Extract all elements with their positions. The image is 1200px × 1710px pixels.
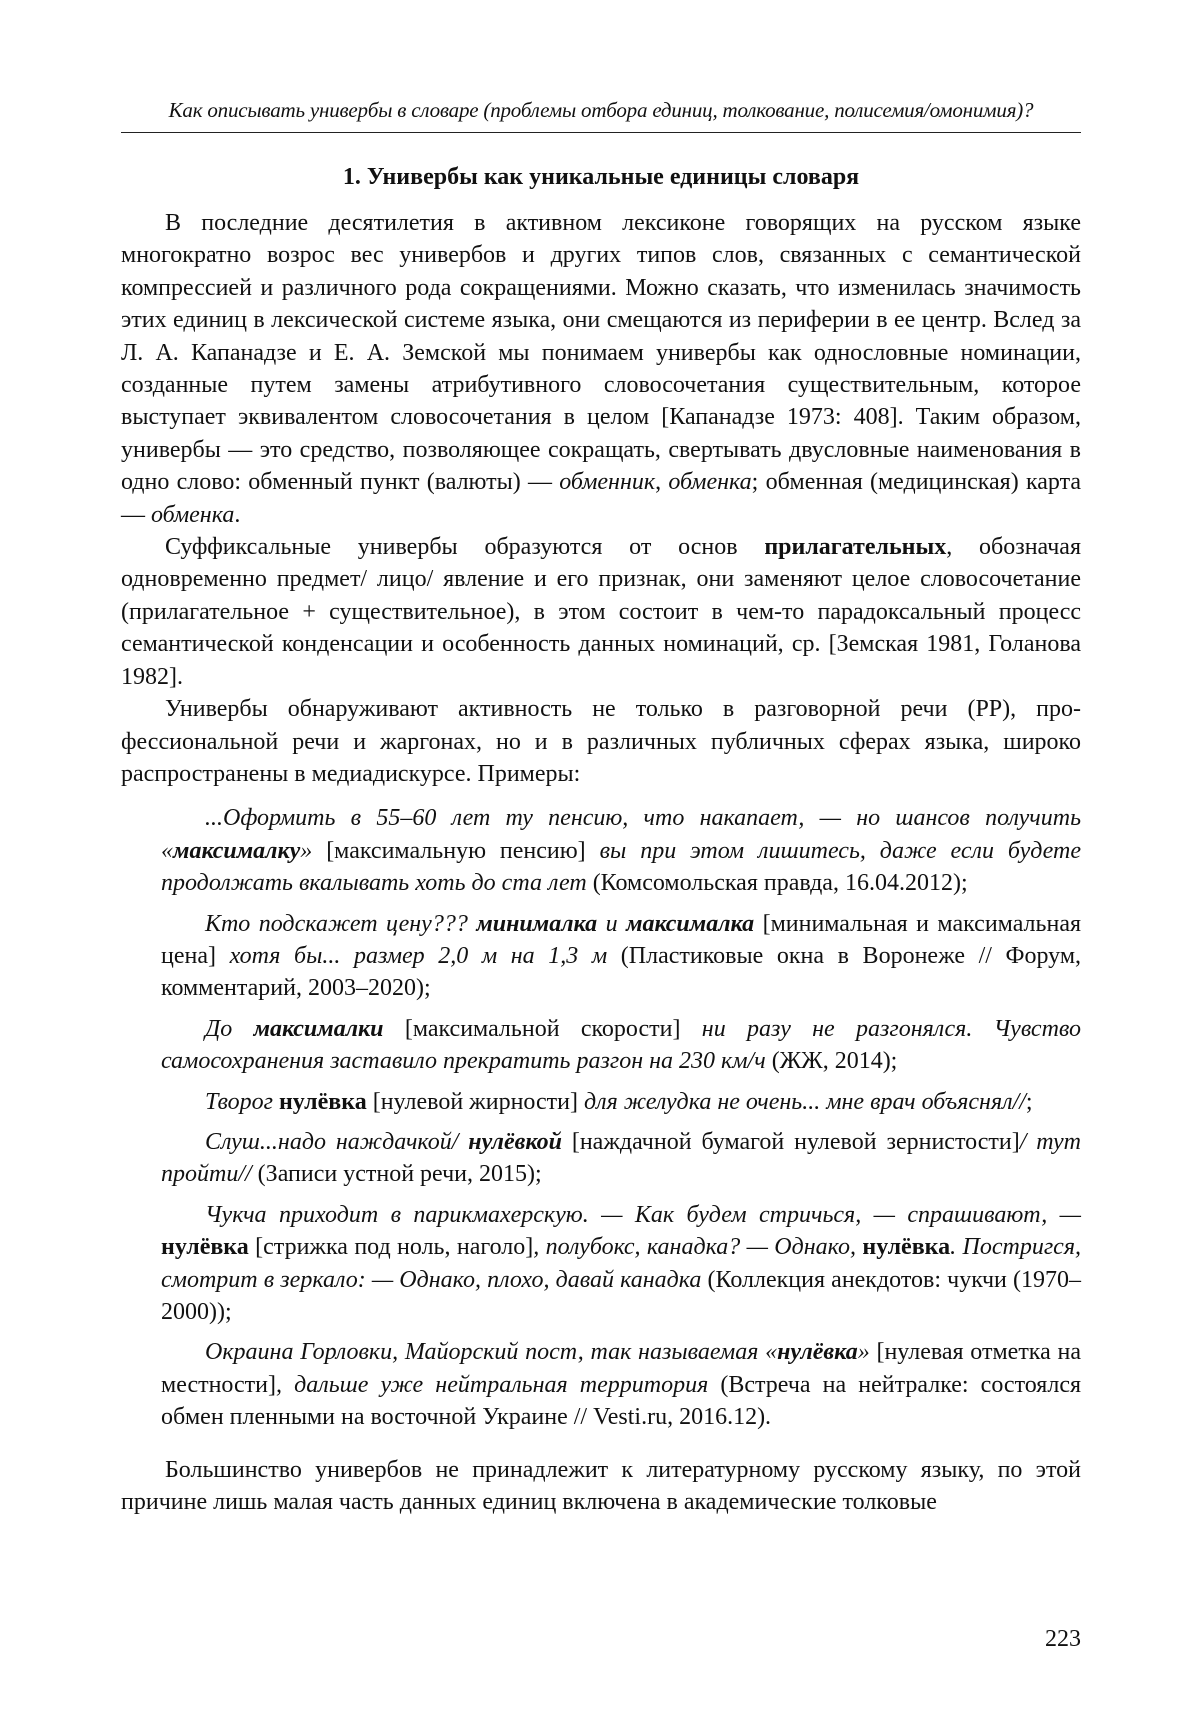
page-number: 223 xyxy=(1045,1626,1081,1652)
running-head: Как описывать универбы в словаре (проблемы отбора единиц, толкование, полисемия/омонимия)? xyxy=(168,98,1034,122)
example-3: До максималки [максимальной скорости] ни разу не разгонялся. Чувство самосохранения заставило прекратить разгон на 230 км/ч (ЖЖ, 2014); xyxy=(161,1015,1081,1075)
paragraph-4: Большинство универбов не принадлежит к литературному русскому языку, по этой причине лишь малая часть данных единиц включена в академические толковые xyxy=(121,1456,1081,1516)
example-2: Кто подскажет цену??? минималка и максималка [минимальная и максимальная цена] хотя бы... размер 2,0 м на 1,3 м (Пластиковые окна в Воронеже // Форум, комментарий, 2003–2020); xyxy=(161,910,1082,1002)
paragraph-2: Суффиксальные универбы образуются от основ прилагательных, обозначая одновременно предмет/ лицо/ явление и его признак, они заменяют целое словосочетание (прилагательное + существительное), в этом состоит в чем-то парадоксальный процесс семантической конденсации и особенность данных номинаций, ср. [Земская 1981, Голанова 1982]. xyxy=(121,534,1081,690)
section-title: 1. Универбы как уникальные единицы словаря xyxy=(342,164,860,190)
header-rule xyxy=(121,132,1081,133)
example-6: Чукча приходит в парикмахерскую. — Как будем стричься, — спрашивают, — нулёвка [стрижка под ноль, наголо], полубокс, канадка? — Однако, нулёвка. Постригся, смотрит в зеркало: — Однако, плохо, давай канадка (Коллекция анекдотов: чукчи (1970–2000)); xyxy=(161,1201,1081,1325)
paragraph-1: В последние десятилетия в активном лексиконе говорящих на русском языке многократно возрос вес универбов и других типов слов, связанных с семантической компрессией и различного рода сокращениями. Можно сказать, что изменилась значимость этих единиц в лексической системе языка, они смещаются из периферии в ее центр. Вслед за Л. А. Капанадзе и Е. А. Земской мы понимаем универбы как однословные номинации, созданные путем замены атрибутивного словосочетания существительным, которое выступает эквивалентом словосочетания в целом [Капанадзе 1973: 408]. Таким образом, универбы — это средство, позволяющее сокращать, свертывать двусловные наименования в одно слово: обменный пункт (валюты) — обменник, обменка; обменная (медицинская) карта — обменка. xyxy=(121,210,1082,528)
example-5: Слуш...надо наждачкой/ нулёвкой [наждачной бумагой нулевой зернистости]/ тут пройти// (Записи устной речи, 2015); xyxy=(161,1128,1082,1188)
examples-block xyxy=(161,802,1081,1433)
example-7: Окраина Горловки, Майорский пост, так называемая «нулёвка» [нулевая отметка на местности], дальше уже нейтральная территория (Встреча на нейтралке: состоялся обмен пленными на восточной Украине // Vesti.ru, 2016.12). xyxy=(161,1339,1082,1431)
example-4: Творог нулёвка [нулевой жирности] для желудка не очень... мне врач объяснял//; xyxy=(205,1088,1033,1115)
paragraph-3: Универбы обнаруживают активность не только в разговорной речи (РР), профессиональной речи и жаргонах, но и в различных публичных сферах языка, широко распространены в медиадискурсе. Примеры: xyxy=(121,696,1081,787)
body-text xyxy=(121,207,1081,1518)
example-1: ...Оформить в 55–60 лет ту пенсию, что накапает, — но шансов получить «максималку» [максимальную пенсию] вы при этом лишитесь, даже если будете продолжать вкалывать хоть до ста лет (Комсомольская правда, 16.04.2012); xyxy=(161,805,1081,897)
